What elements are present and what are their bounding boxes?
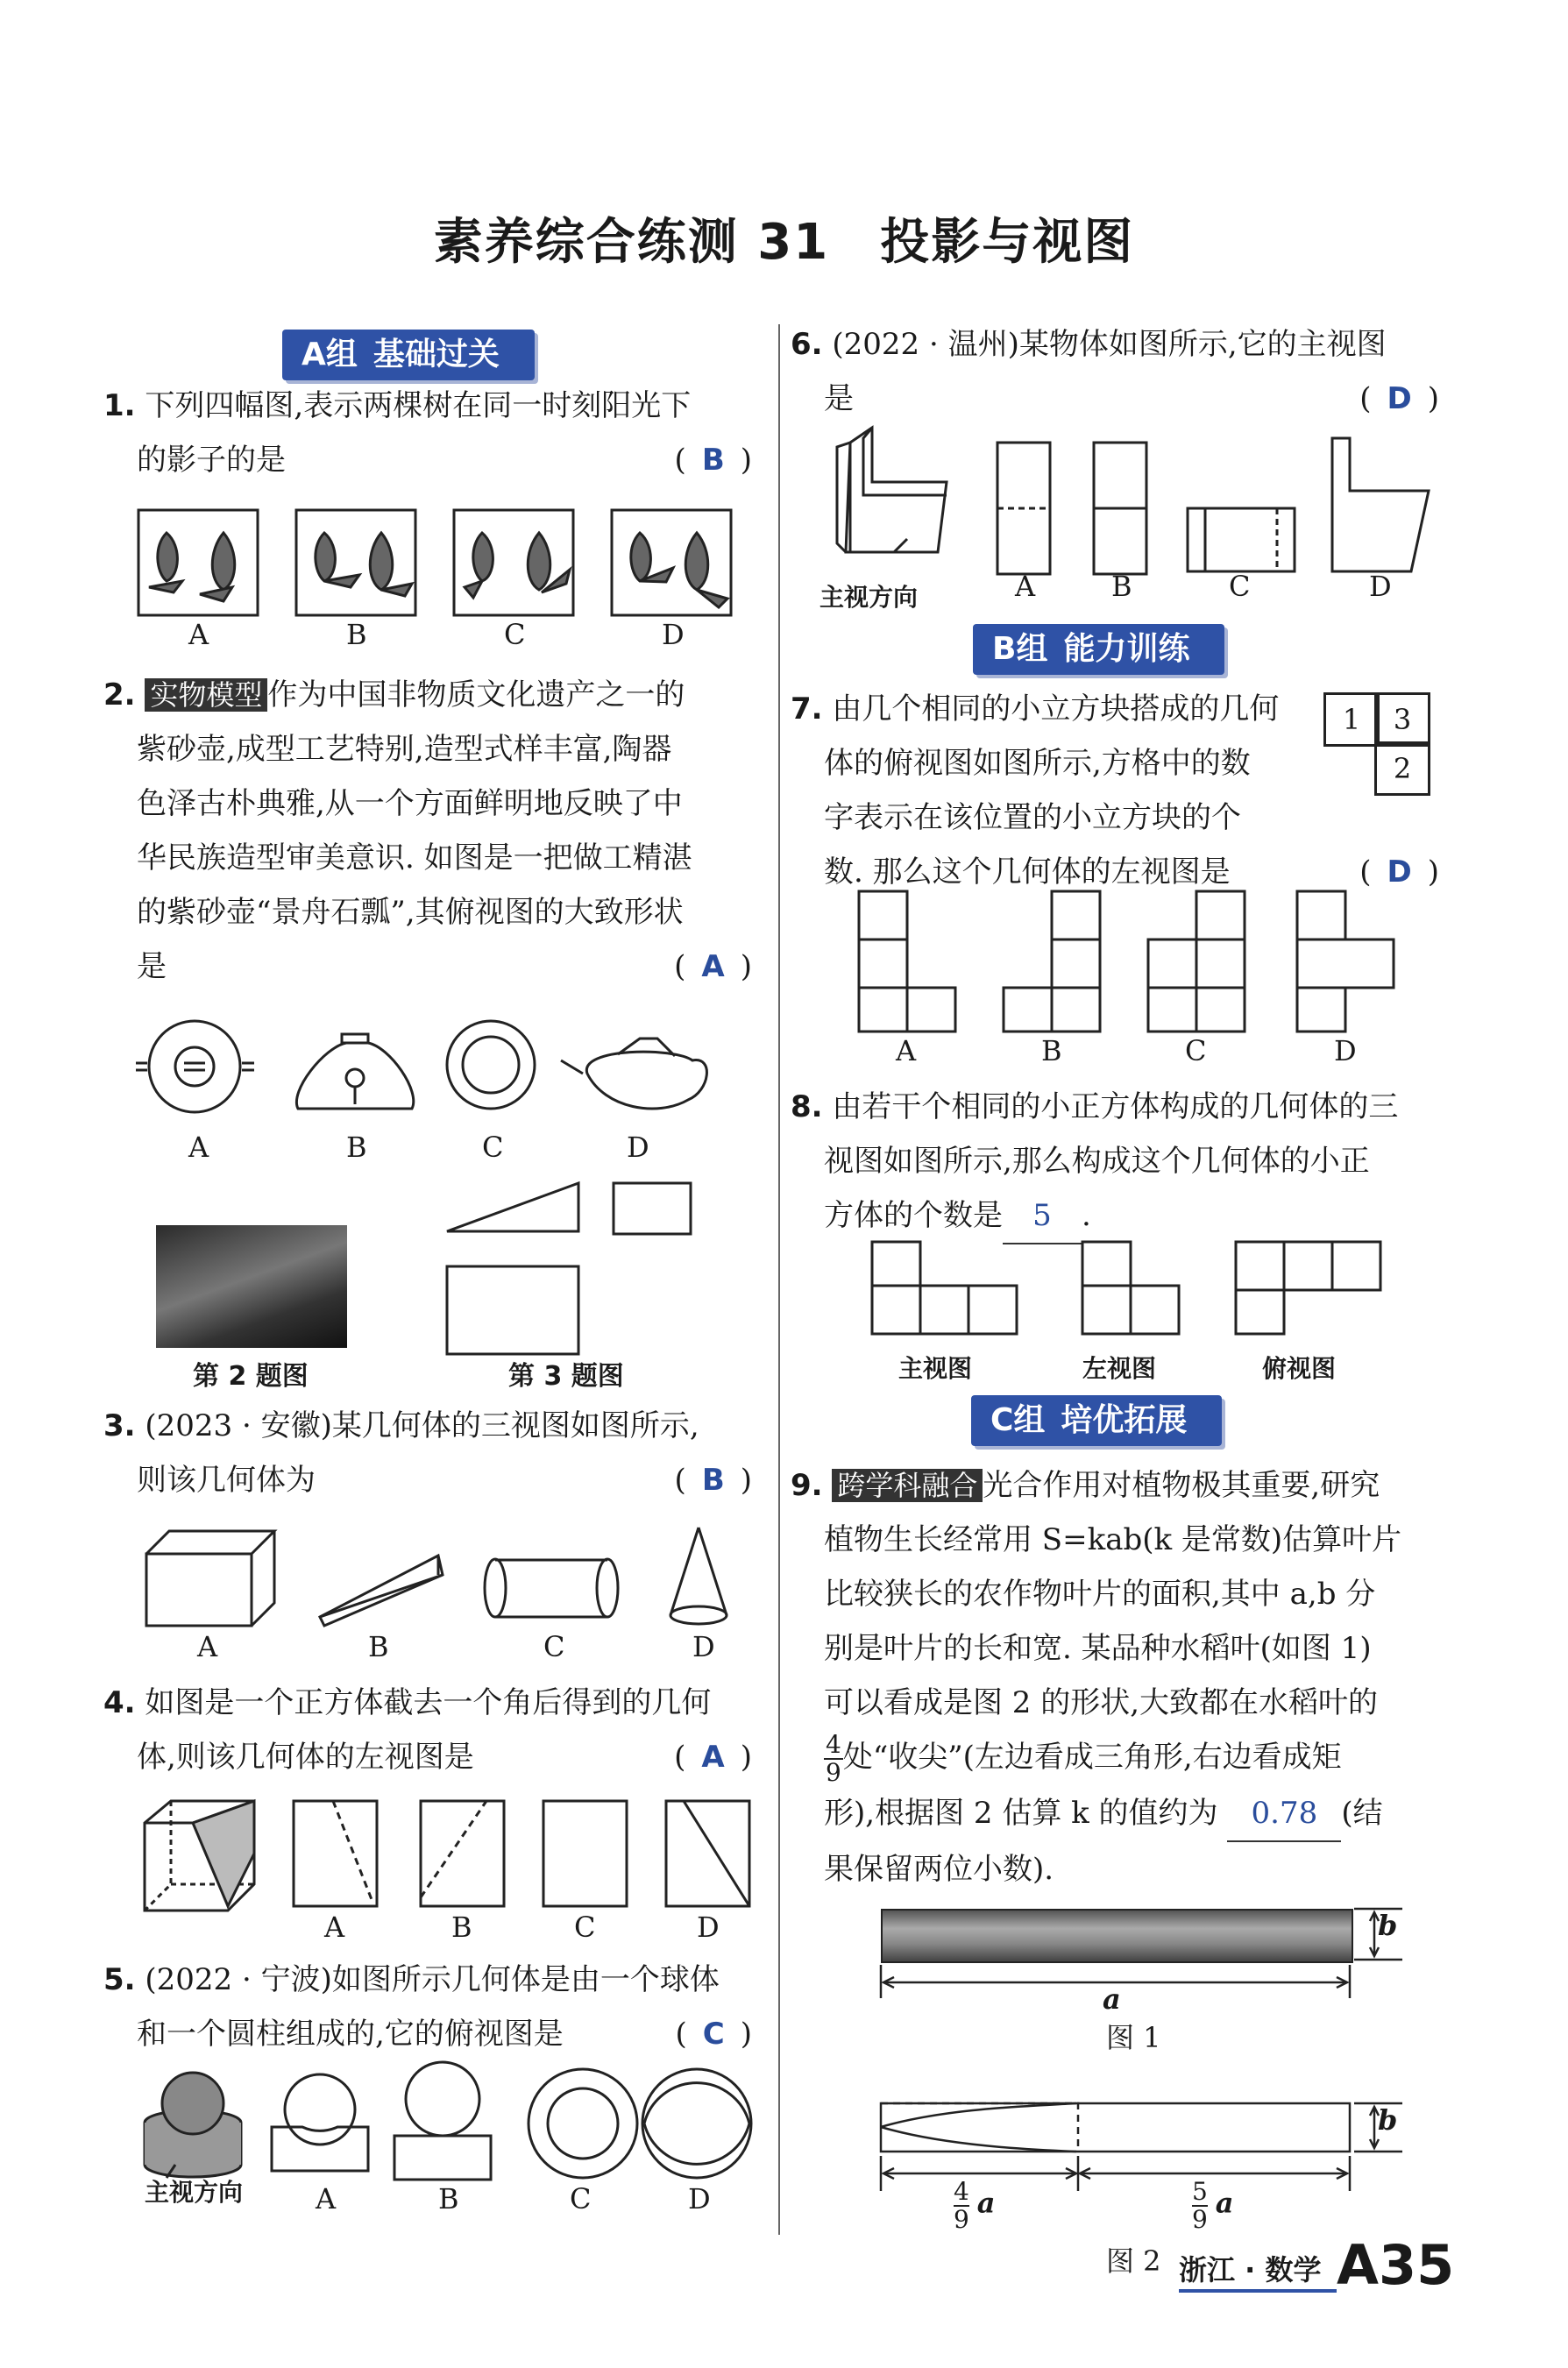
q8-side-view-label: 左视图	[1082, 1354, 1157, 1383]
q3-option-a: A	[197, 1630, 218, 1663]
question-3: 3. (2023 · 安徽)某几何体的三视图如图所示, 则该几何体为 ( B )	[103, 1408, 752, 1498]
q5-option-b: B	[438, 2182, 459, 2216]
question-1: 1. 下列四幅图,表示两棵树在同一时刻阳光下 的影子的是 ( B )	[103, 388, 752, 478]
column-divider	[778, 324, 780, 2235]
question-8: 8. 由若干个相同的小正方体构成的几何体的三 视图如图所示,那么构成这个几何体的小正 方体的个数是 5 .	[791, 1080, 1439, 1244]
question-2: 2. 实物模型 作为中国非物质文化遗产之一的 紫砂壶,成型工艺特别,造型式样丰富,陶器 色泽古朴典雅,从一个方面鲜明地反映了中 华民族造型审美意识. 如图是一把做工精湛 的紫砂壶“景舟石瓢”,其俯视图的大致形状 是 ( A )	[103, 677, 752, 984]
q2-option-d: D	[627, 1131, 649, 1164]
q2-tag: 实物模型	[145, 678, 267, 712]
q4-option-c: C	[574, 1911, 596, 1944]
fig1-caption: 图 1	[1106, 2021, 1161, 2054]
teapot-photo	[156, 1225, 347, 1348]
q7-option-c: C	[1185, 1034, 1207, 1067]
fig2-b-label: b	[1378, 2103, 1398, 2137]
q2-figure	[131, 1012, 727, 1126]
q5-option-c: C	[570, 2182, 592, 2216]
q6-option-b: B	[1111, 570, 1132, 603]
q3-option-d: D	[692, 1630, 715, 1663]
question-9: 9. 跨学科融合 光合作用对植物极其重要,研究 植物生长经常用 S=kab(k 是常数)估算叶片 比较狭长的农作物叶片的面积,其中 a,b 分 别是叶片的长和宽. 某品种水稻叶(如图 1) 可以看成是图 2 的形状,大致都在水稻叶的 $\frac{4}{9}$ 处“收尖”(左边看成三角形,右边看成矩 形),根据图 2 估算 k 的值约为 0.78 (结 果保留两位小数).	[791, 1468, 1402, 1887]
q4-figure	[140, 1792, 754, 1924]
q6-option-a: A	[1015, 570, 1036, 603]
q1-option-a: A	[188, 618, 209, 651]
q4-option-a: A	[324, 1911, 345, 1944]
q7-top-view-grid: 1 3 2	[1323, 692, 1432, 798]
footer-underline	[1179, 2289, 1337, 2293]
group-a-badge: A组 基础过关	[282, 330, 535, 380]
q8-three-views	[868, 1237, 1394, 1334]
q3-option-b: B	[368, 1630, 389, 1663]
question-6: 6. (2022 · 温州)某物体如图所示,它的主视图 是 ( D )	[791, 327, 1439, 416]
q9-fraction: $\frac{4}{9}$	[826, 1730, 841, 1787]
q3-three-views	[443, 1179, 706, 1363]
question-7: 7. 由几个相同的小立方块搭成的几何 体的俯视图如图所示,方格中的数 字表示在该位置的小立方块的个 数. 那么这个几何体的左视图是 ( D )	[791, 691, 1439, 890]
q8-answer-blank: 5	[1003, 1188, 1082, 1244]
fig1-a-label: a	[1103, 1982, 1121, 2016]
q5-direction-label: 主视方向	[145, 2178, 244, 2207]
q5-option-d: D	[688, 2182, 711, 2216]
q2-option-a: A	[188, 1131, 209, 1164]
q6-figure	[815, 421, 1446, 578]
question-5: 5. (2022 · 宁波)如图所示几何体是由一个球体 和一个圆柱组成的,它的俯视图是 ( C )	[103, 1962, 752, 2052]
q7-options-figure	[855, 887, 1415, 1036]
q2-caption: 第 2 题图	[193, 1361, 309, 1392]
q3-option-c: C	[543, 1630, 565, 1663]
page-number: A35	[1337, 2233, 1455, 2297]
q8-front-view-label: 主视图	[898, 1354, 973, 1383]
group-c-badge: C组 培优拓展	[971, 1395, 1222, 1446]
group-b-badge: B组 能力训练	[973, 624, 1224, 675]
q6-option-c: C	[1229, 570, 1251, 603]
page-title: 素养综合练测 31 投影与视图	[433, 214, 1135, 271]
q7-option-a: A	[896, 1034, 917, 1067]
q9-answer-blank: 0.78	[1227, 1786, 1341, 1842]
q4-option-b: B	[451, 1911, 472, 1944]
question-4: 4. 如图是一个正方体截去一个角后得到的几何 体,则该几何体的左视图是 ( A )	[103, 1685, 752, 1775]
q6-direction-label: 主视方向	[819, 583, 919, 612]
q1-option-d: D	[662, 618, 685, 651]
fig1-b-label: b	[1378, 1909, 1398, 1942]
q4-option-d: D	[697, 1911, 720, 1944]
q1-option-c: C	[504, 618, 526, 651]
q1-option-b: B	[346, 618, 367, 651]
q1-figure	[131, 507, 745, 620]
q9-tag: 跨学科融合	[832, 1469, 983, 1502]
fig2-caption: 图 2	[1106, 2244, 1161, 2278]
q2-option-c: C	[482, 1131, 504, 1164]
q2-option-b: B	[346, 1131, 367, 1164]
q3-caption: 第 3 题图	[508, 1361, 624, 1392]
q6-option-d: D	[1369, 570, 1392, 603]
footer-region: 浙江 · 数学	[1179, 2253, 1322, 2286]
q5-option-a: A	[316, 2182, 337, 2216]
q8-top-view-label: 俯视图	[1262, 1354, 1337, 1383]
fig2-left-fraction: $\frac{4}{9}$ a	[954, 2177, 996, 2234]
q7-option-b: B	[1041, 1034, 1062, 1067]
q3-options-figure	[145, 1521, 741, 1634]
q7-option-d: D	[1334, 1034, 1357, 1067]
fig2-right-fraction: $\frac{5}{9}$ a	[1192, 2177, 1234, 2234]
